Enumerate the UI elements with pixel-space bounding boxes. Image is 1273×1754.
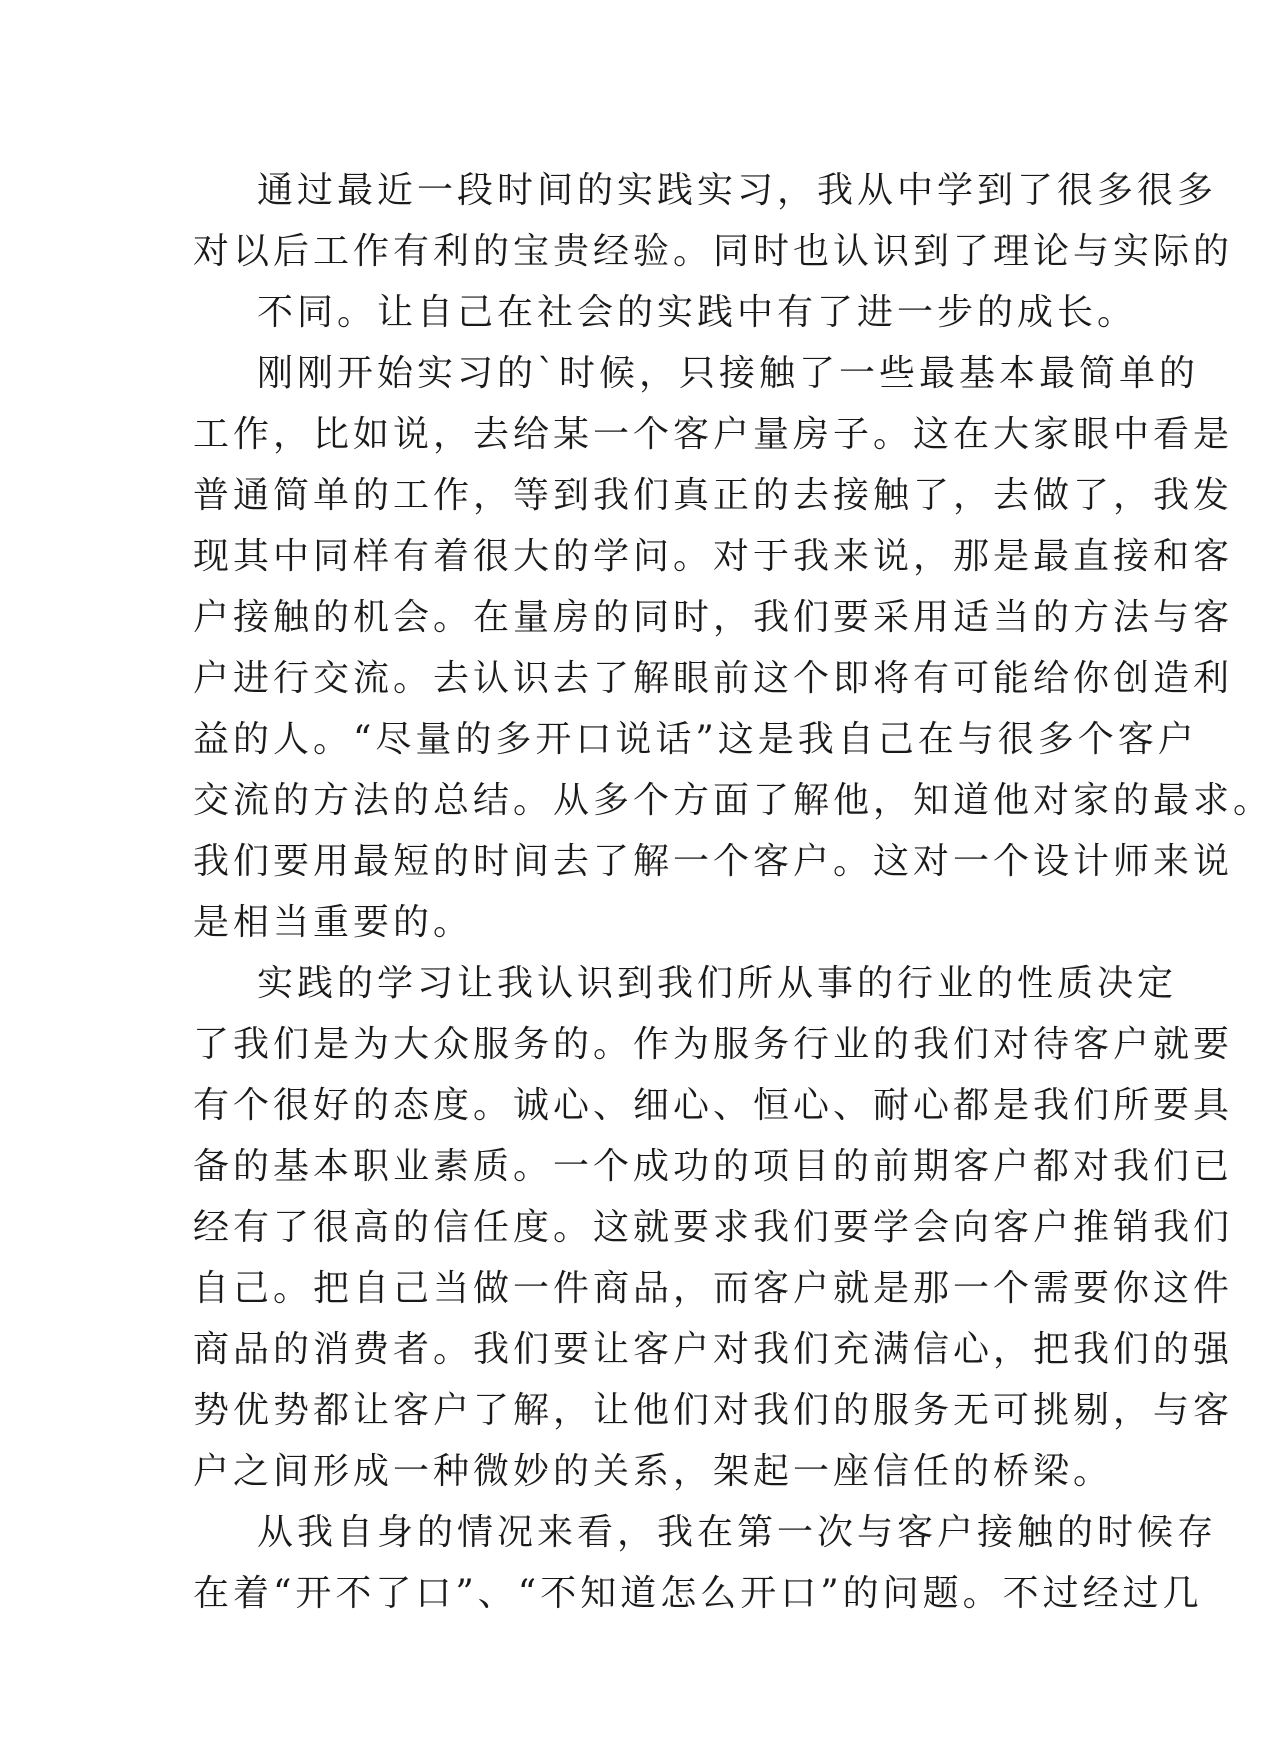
text-line: 户之间形成一种微妙的关系，架起一座信任的桥梁。 xyxy=(193,1451,1114,1492)
text-line: 商品的消费者。我们要让客户对我们充满信心，把我们的强 xyxy=(193,1329,1234,1370)
text-line: 益的人。“尽量的多开口说话”这是我自己在与很多个客户 xyxy=(193,719,1198,760)
text-line: 通过最近一段时间的实践实习，我从中学到了很多很多 xyxy=(257,170,1218,211)
text-line: 是相当重要的。 xyxy=(193,902,474,943)
text-line: 势优势都让客户了解，让他们对我们的服务无可挑剔，与客 xyxy=(193,1390,1234,1431)
text-line: 刚刚开始实习的`时候，只接触了一些最基本最简单的 xyxy=(257,353,1200,394)
text-line: 有个很好的态度。诚心、细心、恒心、耐心都是我们所要具 xyxy=(193,1085,1234,1126)
text-line: 在着“开不了口”、“不知道怎么开口”的问题。不过经过几 xyxy=(193,1573,1203,1614)
text-line: 了我们是为大众服务的。作为服务行业的我们对待客户就要 xyxy=(193,1024,1234,1065)
text-line: 对以后工作有利的宝贵经验。同时也认识到了理论与实际的 xyxy=(193,231,1234,272)
document-body xyxy=(193,160,1273,1624)
text-line: 普通简单的工作，等到我们真正的去接触了，去做了，我发 xyxy=(193,475,1234,516)
text-line: 交流的方法的总结。从多个方面了解他，知道他对家的最求。 xyxy=(193,780,1273,821)
text-line: 自己。把自己当做一件商品，而客户就是那一个需要你这件 xyxy=(193,1268,1234,1309)
text-line: 不同。让自己在社会的实践中有了进一步的成长。 xyxy=(257,292,1138,333)
text-line: 经有了很高的信任度。这就要求我们要学会向客户推销我们 xyxy=(193,1207,1234,1248)
text-line: 我们要用最短的时间去了解一个客户。这对一个设计师来说 xyxy=(193,841,1234,882)
text-line: 备的基本职业素质。一个成功的项目的前期客户都对我们已 xyxy=(193,1146,1234,1187)
text-line: 现其中同样有着很大的学问。对于我来说，那是最直接和客 xyxy=(193,536,1234,577)
text-line: 从我自身的情况来看，我在第一次与客户接触的时候存 xyxy=(257,1512,1218,1553)
text-line: 工作，比如说，去给某一个客户量房子。这在大家眼中看是 xyxy=(193,414,1234,455)
text-line: 实践的学习让我认识到我们所从事的行业的性质决定 xyxy=(257,963,1178,1004)
text-line: 户接触的机会。在量房的同时，我们要采用适当的方法与客 xyxy=(193,597,1234,638)
text-line: 户进行交流。去认识去了解眼前这个即将有可能给你创造利 xyxy=(193,658,1234,699)
